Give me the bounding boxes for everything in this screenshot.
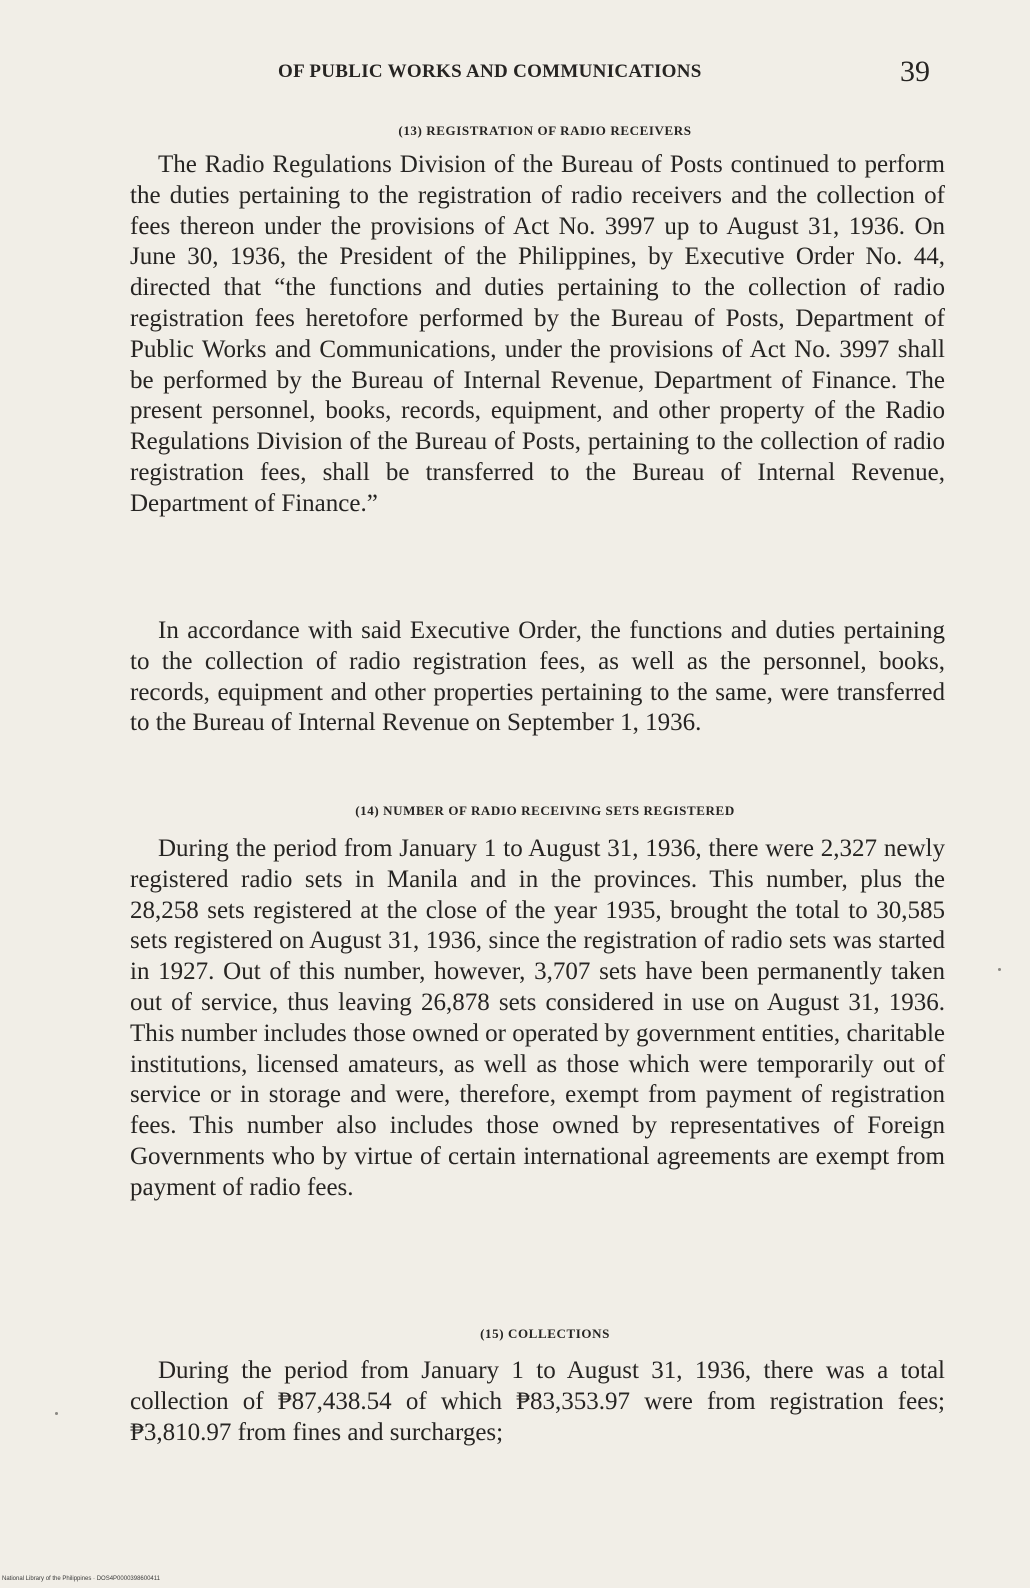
paragraph-radio-registration-duties: The Radio Regulations Division of the Bureau of Posts continued to perform the duties pertaining to the registration of radio receivers and the collection of fees thereon under the provisions of Act No. 3997 up to August 31, 1936. On June 30, 1936, the President of the Philippines, by Executive Order No. 44, directed that “the functions and duties pertaining to the collection of radio registration fees heretofore performed by the Bureau of Posts, Department of Public Works and Communications, under the provisions of Act No. 3997 shall be performed by the Bureau of Internal Revenue, Department of Finance. The present personnel, books, records, equipment, and other property of the Radio Regulations Division of the Bureau of Posts, pertaining to the collection of radio registration fees, shall be transferred to the Bureau of Internal Revenue, Department of Finance.” — [130, 151, 945, 517]
paragraph-collections: During the period from January 1 to August 31, 1936, there was a total collection of ₱87,438.54 of which ₱83,353.97 were from registration fees; ₱3,810.97 from fines and surcharges; — [130, 1357, 945, 1446]
section-heading-13: (13) REGISTRATION OF RADIO RECEIVERS — [398, 123, 692, 138]
section-heading-15: (15) COLLECTIONS — [480, 1326, 610, 1341]
scan-speck — [55, 1412, 58, 1415]
running-title: OF PUBLIC WORKS AND COMMUNICATIONS — [278, 61, 702, 82]
scan-credit-footer: National Library of the Philippines · DOS4P0000398600411 — [2, 1576, 160, 1582]
running-head — [150, 55, 930, 95]
scan-speck — [998, 968, 1001, 971]
section-heading-14: (14) NUMBER OF RADIO RECEIVING SETS REGISTERED — [355, 803, 735, 818]
paragraph-executive-order-transfer: In accordance with said Executive Order, the functions and duties pertaining to the collection of radio registration fees, as well as the personnel, books, records, equipment and other properties pertaining to the same, were transferred to the Bureau of Internal Revenue on September 1, 1936. — [130, 617, 945, 737]
paragraph-registered-sets: During the period from January 1 to August 31, 1936, there were 2,327 newly registered radio sets in Manila and in the provinces. This number, plus the 28,258 sets registered at the close of the year 1935, brought the total to 30,585 sets registered on August 31, 1936, since the registration of radio sets was started in 1927. Out of this number, however, 3,707 sets have been permanently taken out of service, thus leaving 26,878 sets considered in use on August 31, 1936. This number includes those owned or operated by government entities, charitable institutions, licensed amateurs, as well as those which were temporarily out of service or in storage and were, therefore, exempt from payment of registration fees. This number also includes those owned by representatives of Foreign Governments who by virtue of certain international agreements are exempt from payment of radio fees. — [130, 835, 945, 1201]
page-number: 39 — [900, 55, 930, 88]
